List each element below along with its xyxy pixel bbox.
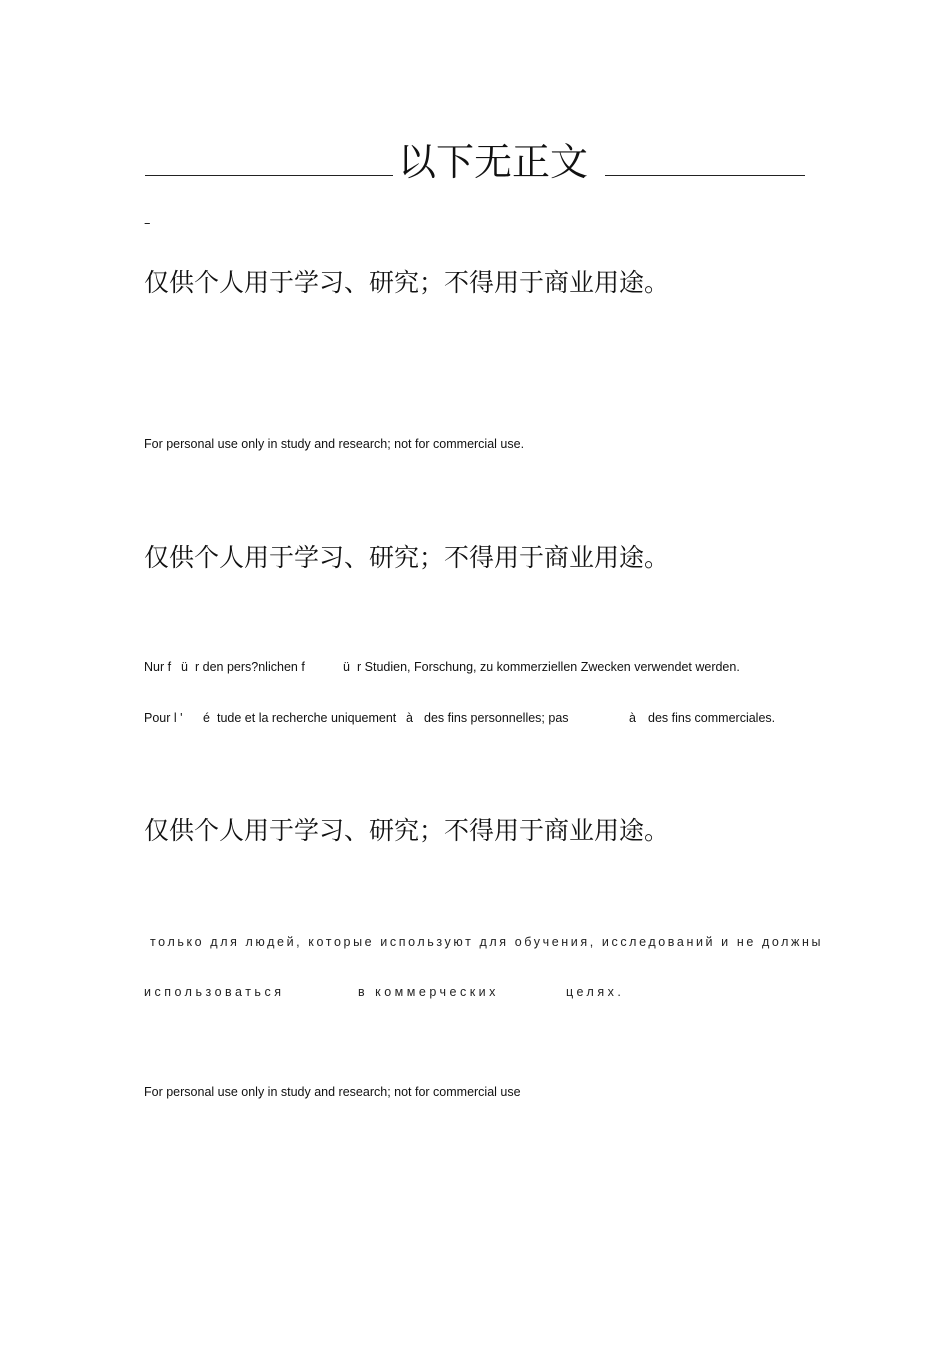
dash-mark: – — [144, 216, 151, 231]
fr-notice-part2: é — [203, 711, 210, 725]
fr-notice-part6: à — [629, 711, 636, 725]
fr-notice-part5: des fins personnelles; pas — [424, 711, 569, 725]
fr-notice-part7: des fins commerciales. — [648, 711, 776, 725]
ru-notice-line2a: использоваться — [144, 985, 285, 999]
de-notice-part1: Nur f — [144, 660, 172, 674]
fr-notice-part1: Pour l ' — [144, 711, 183, 725]
de-notice-part5: r Studien, Forschung, zu kommerziellen Zwecken verwendet werden. — [357, 660, 740, 674]
de-notice-part3: r den pers?nlichen f — [195, 660, 305, 674]
zh-notice-3: 仅供个人用于学习、研究；不得用于商业用途。 — [144, 816, 670, 845]
zh-notice-1: 仅供个人用于学习、研究；不得用于商业用途。 — [144, 268, 670, 297]
ru-notice-line2c: целях. — [566, 985, 625, 999]
de-notice-part4: ü — [343, 660, 350, 674]
en-notice-1: For personal use only in study and research; not for commercial use. — [144, 437, 525, 451]
de-notice-part2: ü — [181, 660, 188, 674]
fr-notice-part3: tude et la recherche uniquement — [217, 711, 397, 725]
zh-notice-2: 仅供个人用于学习、研究；不得用于商业用途。 — [144, 543, 670, 572]
title-right-rule — [605, 175, 805, 176]
en-notice-final: For personal use only in study and research; not for commercial use — [144, 1085, 521, 1099]
ru-notice-line2b: в коммерческих — [358, 985, 499, 999]
ru-notice-line1: только для людей, которые используют для обучения, исследований и не должны — [150, 935, 824, 949]
page-title: 以下无正文 — [398, 140, 589, 184]
title-left-rule — [145, 175, 393, 176]
fr-notice-part4: à — [406, 711, 413, 725]
